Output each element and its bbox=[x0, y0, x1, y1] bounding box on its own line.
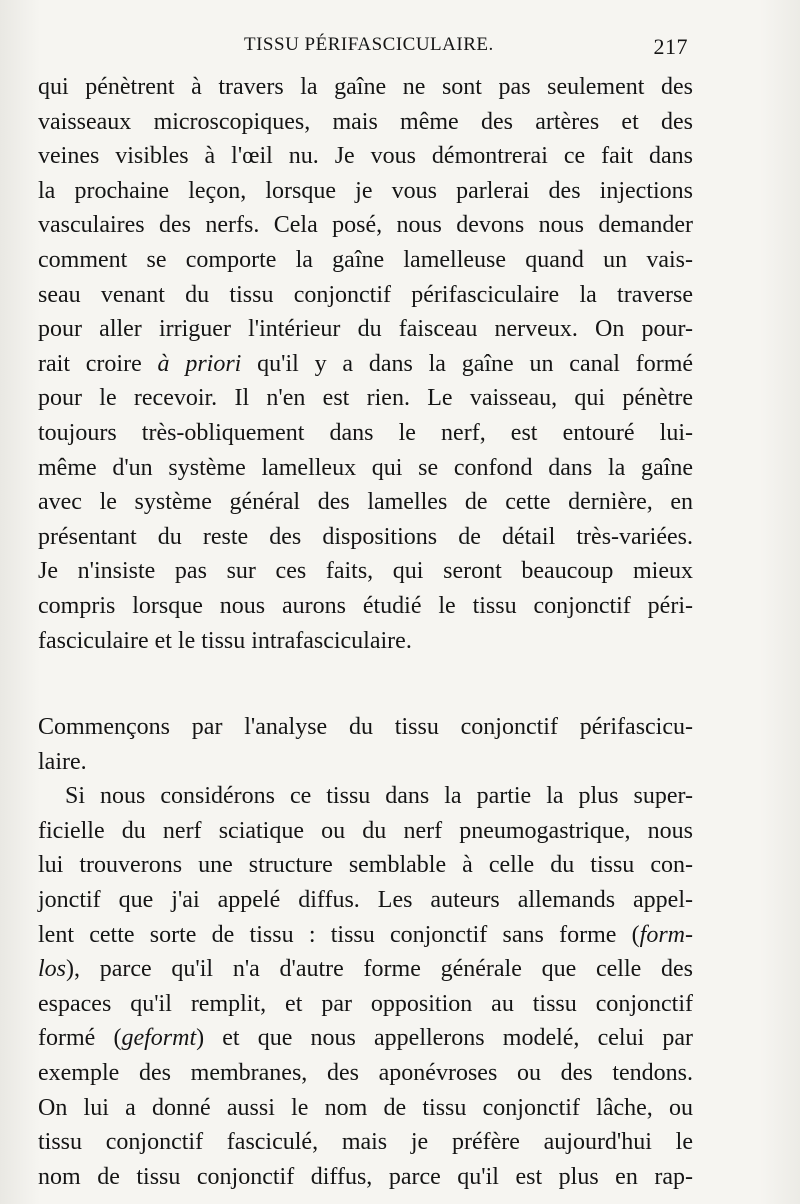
italic-phrase: form- bbox=[639, 921, 693, 948]
text-line: seau venant du tissu conjonctif périfasciculaire la traverse bbox=[38, 281, 693, 308]
text-run: ) et que nous appellerons modelé, celui par bbox=[196, 1025, 694, 1052]
text-line: jonctif que j'ai appelé diffus. Les auteurs allemands appel- bbox=[38, 887, 693, 914]
text-line: nom de tissu conjonctif diffus, parce qu'il est plus en rap- bbox=[38, 1163, 693, 1190]
italic-phrase: à priori bbox=[157, 350, 242, 377]
text-line: tissu conjonctif fasciculé, mais je préfère aujourd'hui le bbox=[38, 1129, 693, 1156]
text-line: Commençons par l'analyse du tissu conjonctif périfascicu- bbox=[38, 714, 693, 741]
text-line: Je n'insiste pas sur ces faits, qui seront beaucoup mieux bbox=[38, 558, 693, 585]
text-line: vaisseaux microscopiques, mais même des artères et des bbox=[38, 108, 693, 135]
text-line bbox=[38, 952, 693, 987]
running-head bbox=[38, 34, 688, 64]
text-line bbox=[38, 1021, 693, 1056]
text-line: compris lorsque nous aurons étudié le tissu conjonctif péri- bbox=[38, 592, 693, 619]
text-line: On lui a donné aussi le nom de tissu conjonctif lâche, ou bbox=[38, 1094, 693, 1121]
text-run: qu'il y a dans la gaîne un canal formé bbox=[241, 350, 694, 377]
page-number: 217 bbox=[653, 34, 688, 59]
text-line: même d'un système lamelleux qui se confond dans la gaîne bbox=[38, 454, 693, 481]
text-line: laire. bbox=[38, 748, 87, 775]
text-line: comment se comporte la gaîne lamelleuse quand un vais- bbox=[38, 246, 693, 273]
text-line: espaces qu'il remplit, et par opposition au tissu conjonctif bbox=[38, 990, 693, 1017]
text-run: rait croire bbox=[38, 350, 158, 377]
text-line: la prochaine leçon, lorsque je vous parlerai des injections bbox=[38, 177, 693, 204]
text-line: présentant du reste des dispositions de détail très-variées. bbox=[38, 523, 693, 550]
text-run: formé ( bbox=[38, 1025, 122, 1052]
text-line: fasciculaire et le tissu intrafasciculaire. bbox=[38, 627, 412, 654]
text-line: exemple des membranes, des aponévroses ou des tendons. bbox=[38, 1060, 693, 1087]
text-line: Si nous considérons ce tissu dans la partie la plus super- bbox=[65, 783, 693, 810]
text-line bbox=[38, 347, 693, 382]
body-text bbox=[38, 70, 693, 1194]
text-line: lui trouverons une structure semblable à celle du tissu con- bbox=[38, 852, 693, 879]
text-run: lent cette sorte de tissu : tissu conjonctif sans forme ( bbox=[38, 921, 640, 948]
section-gap bbox=[38, 658, 693, 710]
text-line: avec le système général des lamelles de cette dernière, en bbox=[38, 489, 693, 516]
text-line bbox=[38, 918, 693, 953]
text-run: ), parce qu'il n'a d'autre forme générale que celle des bbox=[66, 956, 693, 983]
text-line: ficielle du nerf sciatique ou du nerf pneumogastrique, nous bbox=[38, 817, 693, 844]
page-header-title: TISSU PÉRIFASCICULAIRE. bbox=[244, 34, 494, 55]
text-line: veines visibles à l'œil nu. Je vous démontrerai ce fait dans bbox=[38, 143, 693, 170]
italic-phrase: los bbox=[38, 956, 67, 983]
text-line: qui pénètrent à travers la gaîne ne sont pas seulement des bbox=[38, 74, 693, 100]
text-line: toujours très-obliquement dans le nerf, est entouré lui- bbox=[38, 419, 693, 446]
text-line: pour aller irriguer l'intérieur du faisceau nerveux. On pour- bbox=[38, 316, 693, 343]
text-line: vasculaires des nerfs. Cela posé, nous devons nous demander bbox=[38, 212, 693, 239]
italic-phrase: geformt bbox=[121, 1025, 197, 1052]
text-line: pour le recevoir. Il n'en est rien. Le vaisseau, qui pénètre bbox=[38, 385, 693, 412]
